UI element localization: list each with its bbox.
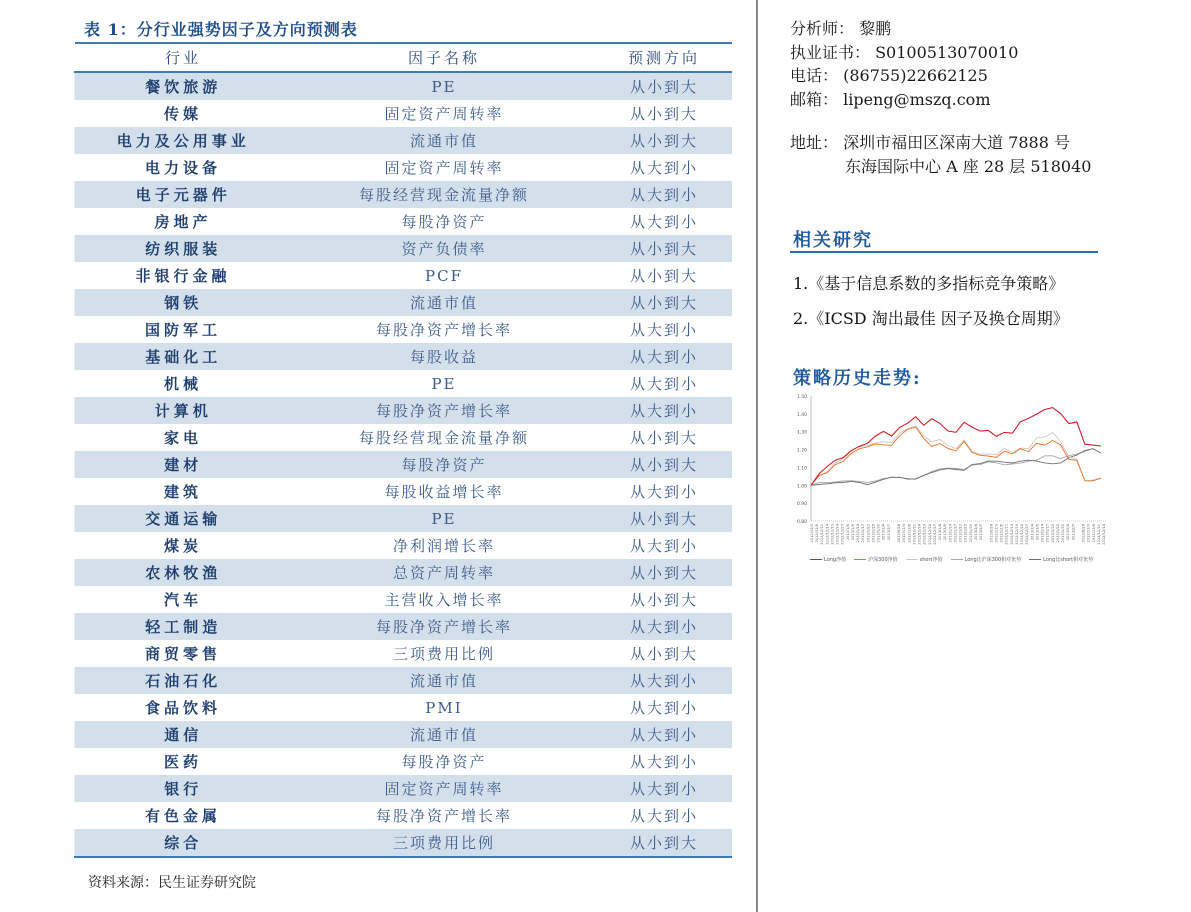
table-row — [75, 478, 732, 505]
series-line — [811, 449, 1101, 486]
svg-text:2012/12/14: 2012/12/14 — [825, 524, 830, 545]
table-row — [75, 289, 732, 316]
direction-cell: 从小到大 — [629, 294, 698, 312]
table-row — [75, 748, 732, 775]
direction-cell: 从大到小 — [629, 375, 698, 393]
table-row — [75, 694, 732, 721]
direction-cell: 从小到大 — [629, 834, 698, 852]
industry-cell: 计算机 — [75, 397, 292, 424]
series-line — [811, 449, 1101, 486]
table-row — [75, 802, 732, 829]
industry-cell: 轻工制造 — [75, 613, 292, 640]
svg-text:2013/1/22: 2013/1/22 — [1050, 524, 1055, 543]
industry-cell: 建筑 — [163, 483, 202, 501]
svg-text:2012/12/11: 2012/12/11 — [1096, 524, 1101, 545]
svg-text:2013/1/4: 2013/1/4 — [1030, 524, 1035, 541]
svg-text:2012/12/6: 2012/12/6 — [1091, 524, 1096, 543]
industry-cell: 银行 — [75, 775, 292, 802]
direction-cell: 从大到小 — [629, 753, 698, 771]
svg-text:2012/12/3: 2012/12/3 — [1086, 524, 1091, 543]
legend-swatch-icon — [1029, 559, 1041, 561]
factor-cell: PMI — [425, 698, 463, 717]
svg-text:2013/1/14: 2013/1/14 — [948, 524, 953, 543]
svg-text:2012/12/19: 2012/12/19 — [830, 524, 835, 545]
factor-cell: 每股净资产 — [401, 753, 487, 771]
direction-cell: 从大到小 — [629, 186, 698, 204]
factor-cell: 流通市值 — [409, 672, 478, 690]
table-row — [75, 667, 732, 694]
svg-text:2012/12/6: 2012/12/6 — [999, 524, 1004, 543]
svg-text:2013/1/9: 2013/1/9 — [1035, 524, 1040, 541]
svg-text:2013/1/4: 2013/1/4 — [938, 524, 943, 541]
svg-text:2013/1/14: 2013/1/14 — [856, 524, 861, 543]
direction-cell: 从大到小 — [629, 159, 698, 177]
related-research-title: 相关研究 — [793, 230, 873, 251]
table-row — [75, 343, 732, 370]
industry-cell: 电力及公用事业 — [75, 127, 292, 154]
svg-text:0.90: 0.90 — [796, 502, 807, 508]
direction-cell: 从小到大 — [629, 429, 698, 447]
factor-cell: 总资产周转率 — [392, 564, 495, 582]
factor-cell: 净利润增长率 — [392, 537, 495, 555]
table-row — [75, 424, 732, 451]
legend-item — [810, 556, 846, 563]
industry-cell: 食品饮料 — [144, 699, 221, 717]
direction-cell: 从小到大 — [629, 456, 698, 474]
table-row — [75, 721, 732, 748]
table-row — [75, 127, 732, 154]
factor-cell: 主营收入增长率 — [384, 591, 504, 609]
industry-cell: 基础化工 — [75, 343, 292, 370]
factor-cell: PE — [431, 77, 457, 96]
address-line-1: 地址： 深圳市福田区深南大道 7888 号 — [790, 133, 1070, 152]
legend-item — [951, 556, 1022, 563]
industry-cell: 国防军工 — [144, 321, 221, 339]
table-row — [75, 505, 732, 532]
svg-text:2013/1/30: 2013/1/30 — [968, 524, 973, 543]
svg-text:2013/1/22: 2013/1/22 — [866, 524, 871, 543]
industry-cell: 建材 — [75, 451, 292, 478]
svg-text:2012/12/19: 2012/12/19 — [1014, 524, 1019, 545]
factor-cell: 每股净资产增长率 — [375, 618, 512, 636]
svg-text:2013/2/7: 2013/2/7 — [1071, 524, 1076, 541]
factor-cell: 固定资产周转率 — [384, 105, 504, 123]
industry-cell: 汽车 — [163, 591, 202, 609]
legend-label: Long比short相对优势 — [1043, 557, 1094, 563]
direction-cell: 从大到小 — [629, 780, 698, 798]
legend-swatch-icon — [810, 559, 822, 561]
industry-cell: 交通运输 — [75, 505, 292, 532]
direction-cell: 从大到小 — [629, 402, 698, 420]
svg-text:2012/12/3: 2012/12/3 — [810, 524, 814, 543]
source-note: 资料来源：民生证券研究院 — [88, 875, 256, 891]
direction-cell: 从小到大 — [629, 591, 698, 609]
table-row — [75, 613, 732, 640]
analyst-cert: 执业证书： S0100513070010 — [790, 42, 1019, 62]
factor-cell: 流通市值 — [409, 132, 478, 150]
svg-text:2013/1/30: 2013/1/30 — [876, 524, 881, 543]
factor-cell: 固定资产周转率 — [384, 780, 504, 798]
svg-text:2013/1/25: 2013/1/25 — [871, 524, 876, 543]
factor-cell: PE — [431, 509, 457, 528]
factor-cell: 三项费用比例 — [392, 834, 495, 852]
svg-text:2013/1/4: 2013/1/4 — [845, 524, 850, 541]
svg-text:2013/2/7: 2013/2/7 — [886, 524, 891, 541]
svg-text:2012/12/24: 2012/12/24 — [1020, 524, 1025, 545]
svg-text:2013/2/7: 2013/2/7 — [979, 524, 984, 541]
industry-cell: 煤炭 — [163, 537, 202, 555]
direction-cell: 从小到大 — [629, 510, 698, 528]
svg-text:2013/1/17: 2013/1/17 — [861, 524, 866, 543]
table-row — [75, 640, 732, 667]
industry-cell: 传媒 — [163, 105, 202, 123]
svg-text:2013/2/4: 2013/2/4 — [881, 524, 886, 541]
factor-cell: 每股净资产增长率 — [375, 807, 512, 825]
industry-cell: 房地产 — [154, 213, 212, 231]
direction-cell: 从小到大 — [629, 564, 698, 582]
direction-cell: 从大到小 — [629, 672, 698, 690]
direction-cell: 从大到小 — [629, 699, 698, 717]
factor-cell: PE — [431, 374, 457, 393]
table-header-row — [75, 43, 732, 72]
legend-swatch-icon — [951, 559, 963, 561]
industry-cell: 非银行金融 — [135, 267, 231, 285]
svg-text:2013/1/9: 2013/1/9 — [850, 524, 855, 541]
line-chart — [782, 390, 1112, 555]
analyst-info — [790, 17, 1018, 111]
svg-text:2012/12/14: 2012/12/14 — [1102, 524, 1106, 545]
factor-cell: 每股收益增长率 — [384, 483, 504, 501]
trend-title: 策略历史走势: — [793, 368, 922, 389]
related-research-rule — [790, 251, 1098, 253]
direction-cell: 从小到大 — [629, 105, 698, 123]
header-factor: 因子名称 — [407, 49, 480, 67]
svg-text:2012/12/11: 2012/12/11 — [820, 524, 825, 545]
column-divider — [756, 0, 758, 912]
factor-cell: 资产负债率 — [401, 240, 487, 258]
factor-cell: 每股经营现金流量净额 — [358, 429, 529, 447]
svg-text:1.10: 1.10 — [796, 466, 807, 472]
strategy-trend-chart — [782, 390, 1112, 570]
svg-text:2013/2/4: 2013/2/4 — [1066, 524, 1071, 541]
factor-cell: 每股净资产 — [401, 456, 487, 474]
svg-text:2012/12/3: 2012/12/3 — [902, 524, 907, 543]
table-row — [75, 370, 732, 397]
svg-text:2013/1/14: 2013/1/14 — [1040, 524, 1045, 543]
direction-cell: 从小到大 — [629, 240, 698, 258]
svg-text:2013/1/30: 2013/1/30 — [1061, 524, 1066, 543]
svg-text:2013/1/9: 2013/1/9 — [943, 524, 948, 541]
series-line — [811, 427, 1101, 485]
header-direction: 预测方向 — [627, 49, 700, 67]
svg-text:1.50: 1.50 — [796, 395, 807, 400]
direction-cell: 从大到小 — [629, 348, 698, 366]
header-industry: 行业 — [164, 49, 201, 67]
table-row — [75, 586, 732, 613]
related-item-2[interactable]: 2.《ICSD 淘出最佳 因子及换仓周期》 — [793, 309, 1069, 328]
industry-cell: 纺织服装 — [75, 235, 292, 262]
legend-item — [906, 556, 943, 563]
factor-cell: PCF — [425, 266, 463, 285]
direction-cell: 从大到小 — [629, 537, 698, 555]
table-row — [75, 235, 732, 262]
svg-text:0.80: 0.80 — [796, 520, 807, 525]
legend-swatch-icon — [854, 559, 866, 561]
svg-text:2012/12/27: 2012/12/27 — [932, 524, 937, 545]
direction-cell: 从大到小 — [629, 483, 698, 501]
svg-text:2012/12/27: 2012/12/27 — [840, 524, 845, 545]
table-row — [75, 100, 732, 127]
industry-cell: 综合 — [75, 829, 292, 857]
table-row — [75, 775, 732, 802]
table-row — [75, 154, 732, 181]
direction-cell: 从大到小 — [629, 321, 698, 339]
table-row — [75, 181, 732, 208]
cutoff-paragraph — [88, 904, 748, 912]
svg-text:2012/12/11: 2012/12/11 — [1004, 524, 1009, 545]
industry-cell: 有色金属 — [144, 807, 221, 825]
industry-cell: 通信 — [75, 721, 292, 748]
legend-swatch-icon — [906, 559, 918, 561]
svg-text:1.30: 1.30 — [796, 430, 807, 436]
industry-cell: 石油石化 — [75, 667, 292, 694]
industry-cell: 餐饮旅游 — [75, 72, 292, 100]
analyst-email[interactable]: 邮箱： lipeng@mszq.com — [790, 89, 991, 109]
table-row — [75, 262, 732, 289]
svg-text:2012/12/14: 2012/12/14 — [1009, 524, 1014, 545]
svg-text:2013/1/25: 2013/1/25 — [1055, 524, 1060, 543]
legend-label: 沪深300净值 — [868, 557, 898, 563]
table-row — [75, 451, 732, 478]
svg-text:2013/6/28: 2013/6/28 — [1081, 524, 1086, 543]
svg-text:2013/1/17: 2013/1/17 — [1045, 524, 1050, 543]
table-row — [75, 532, 732, 559]
industry-cell: 钢铁 — [75, 289, 292, 316]
svg-text:2013/1/25: 2013/1/25 — [963, 524, 968, 543]
direction-cell: 从小到大 — [629, 78, 698, 96]
svg-text:2012/12/6: 2012/12/6 — [815, 524, 820, 543]
industry-cell: 农林牧渔 — [75, 559, 292, 586]
related-research-list — [793, 266, 1069, 336]
direction-cell: 从大到小 — [629, 807, 698, 825]
svg-text:2013/6/28: 2013/6/28 — [989, 524, 994, 543]
svg-text:2012/12/11: 2012/12/11 — [912, 524, 917, 545]
table-row — [75, 397, 732, 424]
legend-label: Long净值 — [824, 557, 847, 563]
table-row — [75, 559, 732, 586]
factor-cell: 每股净资产增长率 — [375, 321, 512, 339]
factor-cell: 每股收益 — [409, 348, 478, 366]
direction-cell: 从大到小 — [629, 213, 698, 231]
svg-text:1.00: 1.00 — [796, 484, 807, 490]
svg-text:1.20: 1.20 — [796, 448, 807, 454]
factor-cell: 三项费用比例 — [392, 645, 495, 663]
direction-cell: 从小到大 — [629, 267, 698, 285]
svg-text:2012/12/27: 2012/12/27 — [1025, 524, 1030, 545]
direction-cell: 从小到大 — [629, 132, 698, 150]
svg-text:2012/12/19: 2012/12/19 — [922, 524, 927, 545]
svg-text:2013/6/28: 2013/6/28 — [897, 524, 902, 543]
factor-cell: 每股净资产 — [401, 213, 487, 231]
related-item-1[interactable]: 1.《基于信息系数的多指标竞争策略》 — [793, 274, 1065, 293]
industry-cell: 电力设备 — [144, 159, 221, 177]
direction-cell: 从小到大 — [629, 645, 698, 663]
industry-cell: 机械 — [163, 375, 202, 393]
series-line — [811, 408, 1101, 486]
industry-cell: 商贸零售 — [144, 645, 221, 663]
address-line-2: 东海国际中心 A 座 28 层 518040 — [845, 157, 1092, 176]
legend-item — [1029, 556, 1093, 563]
series-line — [811, 426, 1101, 485]
factor-table — [74, 42, 732, 858]
svg-text:1.40: 1.40 — [796, 412, 807, 418]
svg-text:2013/1/17: 2013/1/17 — [953, 524, 958, 543]
svg-text:2013/1/22: 2013/1/22 — [958, 524, 963, 543]
table-row — [75, 72, 732, 100]
factor-cell: 流通市值 — [409, 294, 478, 312]
svg-text:2012/12/14: 2012/12/14 — [917, 524, 922, 545]
table-row — [75, 316, 732, 343]
industry-cell: 电子元器件 — [75, 181, 292, 208]
svg-text:2012/12/24: 2012/12/24 — [927, 524, 932, 545]
table-row — [75, 829, 732, 857]
legend-label: short净值 — [919, 557, 943, 563]
table-title: 表 1：分行业强势因子及方向预测表 — [84, 20, 358, 39]
svg-text:2012/12/3: 2012/12/3 — [994, 524, 999, 543]
factor-cell: 每股净资产增长率 — [375, 402, 512, 420]
chart-legend — [810, 556, 1101, 563]
industry-cell: 医药 — [163, 753, 202, 771]
factor-cell: 流通市值 — [409, 726, 478, 744]
legend-label: Long比沪深300相对优势 — [964, 557, 1022, 563]
factor-cell: 固定资产周转率 — [384, 159, 504, 177]
direction-cell: 从大到小 — [629, 618, 698, 636]
svg-text:2012/12/24: 2012/12/24 — [835, 524, 840, 545]
legend-item — [854, 556, 898, 563]
factor-cell: 每股经营现金流量净额 — [358, 186, 529, 204]
table-row — [75, 208, 732, 235]
direction-cell: 从大到小 — [629, 726, 698, 744]
analyst-address — [790, 131, 1091, 179]
analyst-phone: 电话： (86755)22662125 — [790, 66, 988, 85]
svg-text:2013/2/4: 2013/2/4 — [973, 524, 978, 541]
industry-cell: 家电 — [163, 429, 202, 447]
analyst-name: 分析师： 黎鹏 — [790, 19, 892, 38]
svg-text:2012/12/6: 2012/12/6 — [907, 524, 912, 543]
